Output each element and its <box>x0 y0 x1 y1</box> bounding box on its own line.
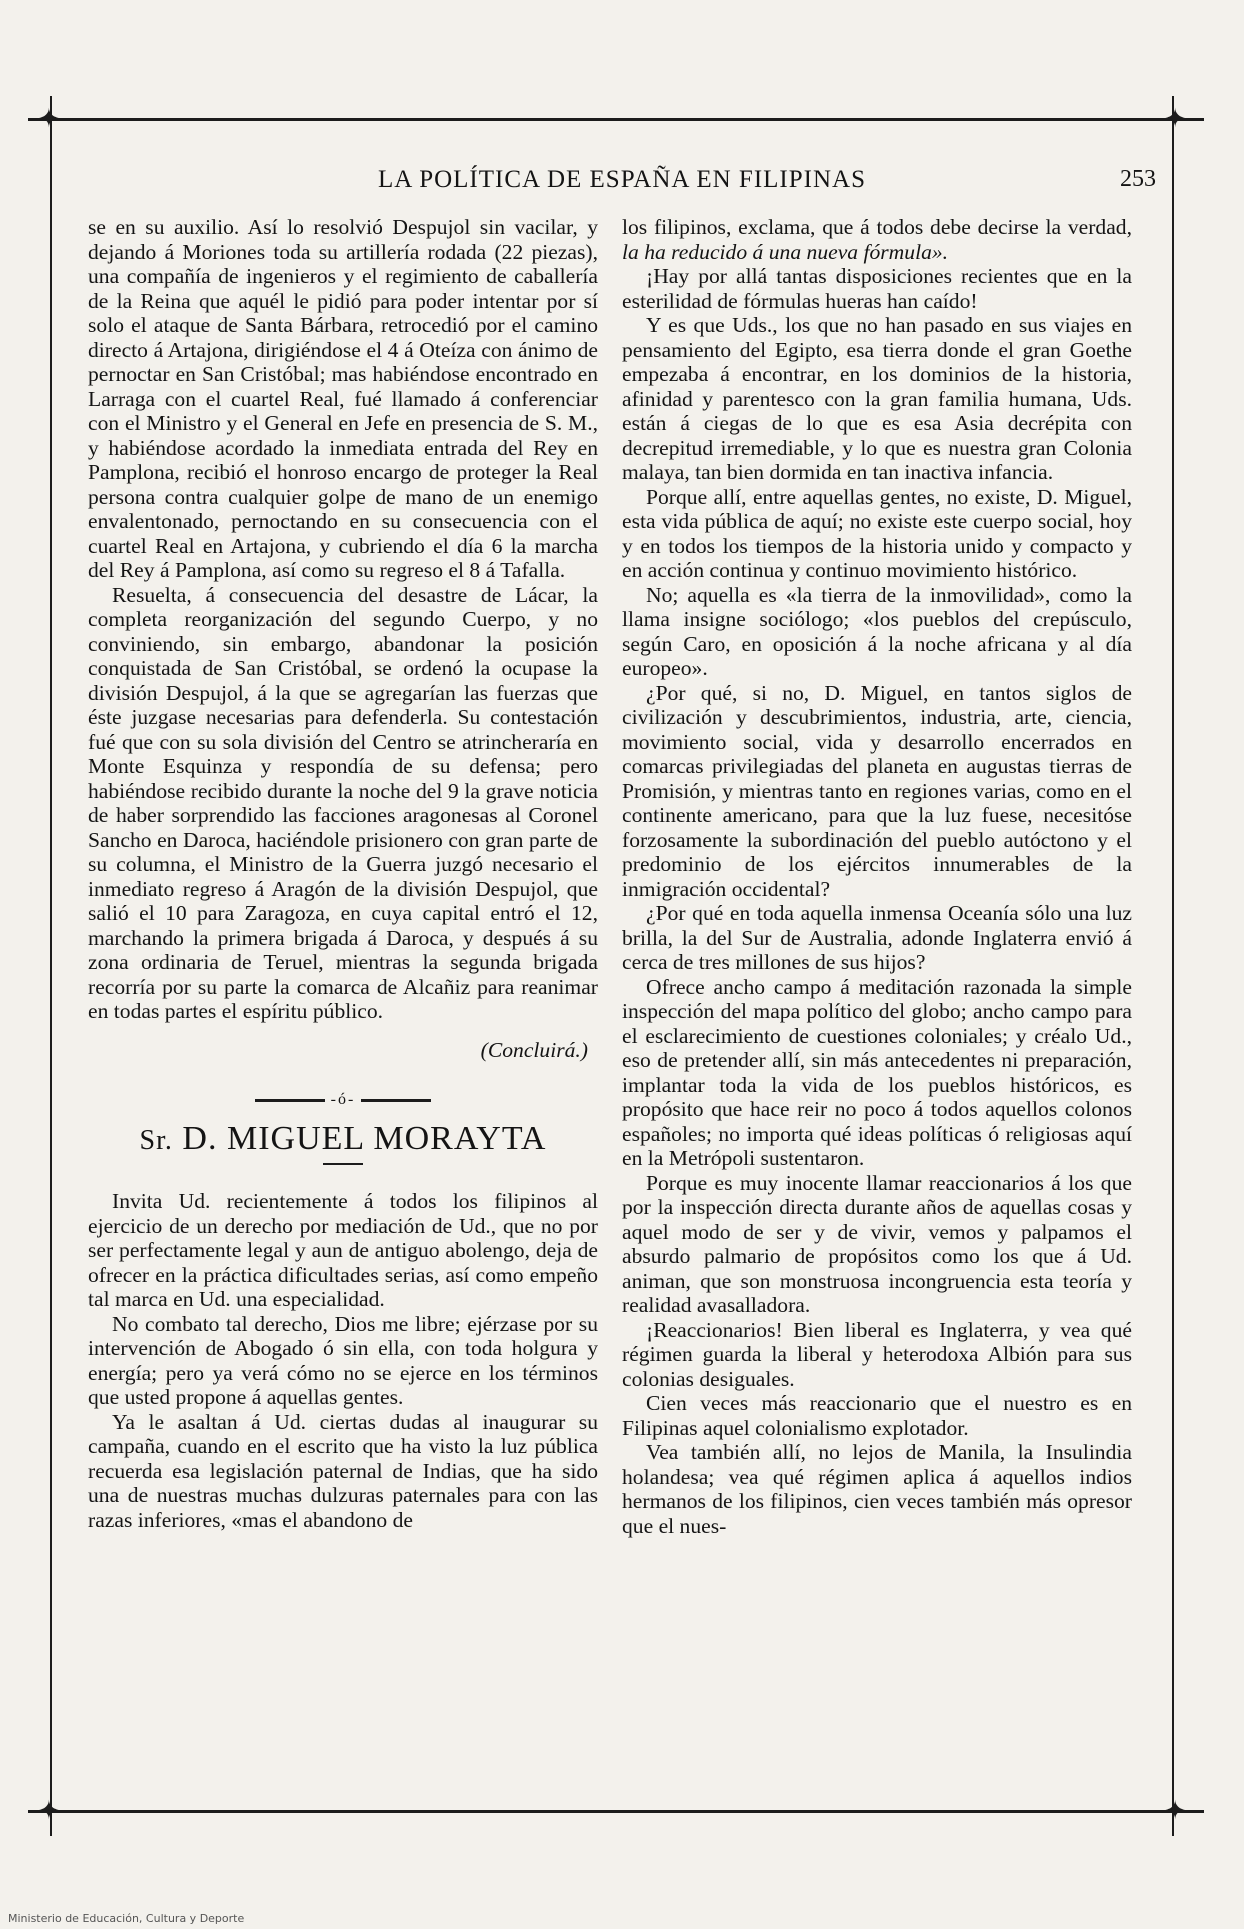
corner-ornament-icon: ✦ <box>38 1796 60 1826</box>
corner-ornament-icon: ✦ <box>38 104 60 134</box>
paragraph: se en su auxilio. Así lo resolvió Despujol sin vacilar, y dejando á Moriones toda su artillería rodada (22 piezas), una compañía de ingenieros y el regimiento de caballería de la Reina que aquél le pidió para poder intentar por sí solo el ataque de Santa Bárbara, retrocedió por el camino directo á Artajona, dirigiéndose el 4 á Oteíza con ánimo de pernoctar en San Cristóbal; mas habiéndose encontrado en Larraga con el cuartel Real, fué llamado á conferenciar con el Ministro y el General en Jefe en presencia de S. M., y habiéndose acordado la inmediata entrada del Rey en Pamplona, recibió el honroso encargo de proteger la Real persona contra cualquier golpe de mano de un enemigo envalentonado, pernoctando en su consecuencia con el cuartel Real en Artajona, y cubriendo el día 6 la marcha del Rey á Pamplona, así como su regreso el 8 á Tafalla. <box>88 215 598 582</box>
paragraph: Ya le asaltan á Ud. ciertas dudas al inaugurar su campaña, cuando en el escrito que ha visto la luz pública recuerda esa legislación paternal de Indias, que ha sido una de nuestras muchas dulzuras paternales para con las razas inferiores, «mas el abandono de <box>88 1409 598 1532</box>
paragraph: ¿Por qué, si no, D. Miguel, en tantos siglos de civilización y descubrimientos, industria, arte, ciencia, movimiento social, vida y desarrollo encerrados en comarcas privilegiadas del planeta en augustas tierras de Promisión, y mientras tanto en regiones varias, como en el continente americano, para que la luz fuese, necesitóse forzosamente la subordinación del pueblo autóctono y el predominio de los ejércitos innumerables de la inmigración occidental? <box>622 680 1132 901</box>
italic-quote: la ha reducido á una nueva fórmula». <box>622 239 949 264</box>
paragraph: Porque es muy inocente llamar reaccionarios á los que por la inspección directa durante años de aquellas cosas y aquel modo de ser y de vivir, vemos y palpamos el absurdo palmario de propósitos como los que á Ud. animan, que son monstruosa incongruencia esta teoría y realidad avasalladora. <box>622 1170 1132 1317</box>
corner-ornament-icon: ✦ <box>1164 104 1186 134</box>
paragraph: Vea también allí, no lejos de Manila, la Insulindia holandesa; vea qué régimen aplica á aquellos indios hermanos de los filipinos, cien veces también más opresor que el nues- <box>622 1440 1132 1538</box>
corner-ornament-icon: ✦ <box>1164 1796 1186 1826</box>
section-title-prefix: Sr. <box>139 1124 173 1156</box>
left-border-rule <box>50 96 52 1836</box>
paragraph: ¿Por qué en toda aquella inmensa Oceanía sólo una luz brilla, la del Sur de Australia, adonde Inglaterra envió á cerca de tres millones de sus hijos? <box>622 901 1132 974</box>
section-divider <box>88 1088 598 1113</box>
paragraph: ¡Reaccionarios! Bien liberal es Inglaterra, y vea qué régimen guarda la liberal y heterodoxa Albión para sus colonias desiguales. <box>622 1317 1132 1391</box>
paragraph: ¡Hay por allá tantas disposiciones recientes que en la esterilidad de fórmulas hueras han caído! <box>622 264 1132 313</box>
paragraph: Porque allí, entre aquellas gentes, no existe, D. Miguel, esta vida pública de aquí; no existe este cuerpo social, hoy y en todos los tiempos de la historia unido y compacto y en acción continua y continuo movimiento histórico. <box>622 484 1132 582</box>
paragraph-text: los filipinos, exclama, que á todos debe decirse la verdad, <box>622 215 1132 239</box>
paragraph: Invita Ud. recientemente á todos los filipinos al ejercicio de un derecho por mediación de Ud., que no por ser perfectamente legal y aun de antiguo abolengo, deja de ofrecer en la práctica dificultades serias, así como empeño tal marca en Ud. una especialidad. <box>88 1189 598 1311</box>
right-border-rule <box>1172 96 1174 1836</box>
section-title-name: D. MIGUEL MORAYTA <box>182 1119 547 1157</box>
left-column <box>88 215 598 1532</box>
paragraph <box>622 215 1132 264</box>
paragraph: Resuelta, á consecuencia del desastre de Lácar, la completa reorganización del segundo Cuerpo, y no conviniendo, sin embargo, abandonar la posición conquistada de San Cristóbal, se ordenó la ocupase la división Despujol, á la que se agregarían las fuerzas que éste juzgase necesarias para defenderla. Su contestación fué que con su sola división del Centro se atrincheraría en Monte Esquinza y respondía de su defensa; pero habiéndose recibido durante la noche del 9 la grave noticia de haber sorprendido las facciones aragonesas al Coronel Sancho en Daroca, haciéndole prisionero con gran parte de su columna, el Ministro de la Guerra juzgó necesario el inmediato regreso á Aragón de la división Despujol, que salió el 10 para Zaragoza, en cuya capital entró el 12, marchando la primera brigada á Daroca, y después á su zona ordinaria de Teruel, mientras la segunda brigada recorría por su parte la comarca de Alcañiz para reanimar en todas partes el espíritu público. <box>88 582 598 1023</box>
paragraph: Y es que Uds., los que no han pasado en sus viajes en pensamiento del Egipto, esa tierra donde el gran Goethe empezaba á encontrar, en los dominios de la historia, afinidad y parentesco con la gran familia humana, Uds. están á ciegas de lo que es esa Asia decrépita con decrepitud irremediable, y lo que es nuestra gran Colonia malaya, tan bien dormida en tan inactiva infancia. <box>622 313 1132 484</box>
right-column <box>622 215 1132 1538</box>
concluira-note: (Concluirá.) <box>480 1037 588 1062</box>
paragraph: Ofrece ancho campo á meditación razonada la simple inspección del mapa político del globo; ancho campo para el esclarecimiento de cuestiones coloniales; y créalo Ud., eso de pretender allí, sin más antecedentes ni preparación, implantar toda la vida de los pueblos históricos, es propósito que hace reir no poco á todos aquellos colonos españoles; no importa qué ideas políticas ó religiosas aquí en la Metrópoli sustentaron. <box>622 974 1132 1170</box>
bottom-border-rule <box>28 1810 1204 1813</box>
divider-ornament-icon: -ó- <box>330 1091 356 1108</box>
footer-credit: Ministerio de Educación, Cultura y Deporte <box>8 1912 245 1925</box>
paragraph: No; aquella es «la tierra de la inmovilidad», como la llama insigne sociólogo; «los pueblos del crepúsculo, según Caro, en oposición á la noche africana y al día europeo». <box>622 582 1132 680</box>
section-title <box>88 1119 598 1157</box>
paragraph: Cien veces más reaccionario que el nuestro es en Filipinas aquel colonialismo explotador. <box>622 1391 1132 1440</box>
page-header <box>88 160 1156 200</box>
paragraph: No combato tal derecho, Dios me libre; ejérzase por su intervención de Abogado ó sin ella, con toda holgura y energía; pero ya verá cómo no se ejerce en los términos que usted propone á aquellas gentes. <box>88 1311 598 1409</box>
running-title: LA POLÍTICA DE ESPAÑA EN FILIPINAS <box>378 166 866 193</box>
section-rule <box>323 1163 363 1165</box>
top-border-rule <box>28 118 1204 121</box>
page-number: 253 <box>1120 166 1156 192</box>
